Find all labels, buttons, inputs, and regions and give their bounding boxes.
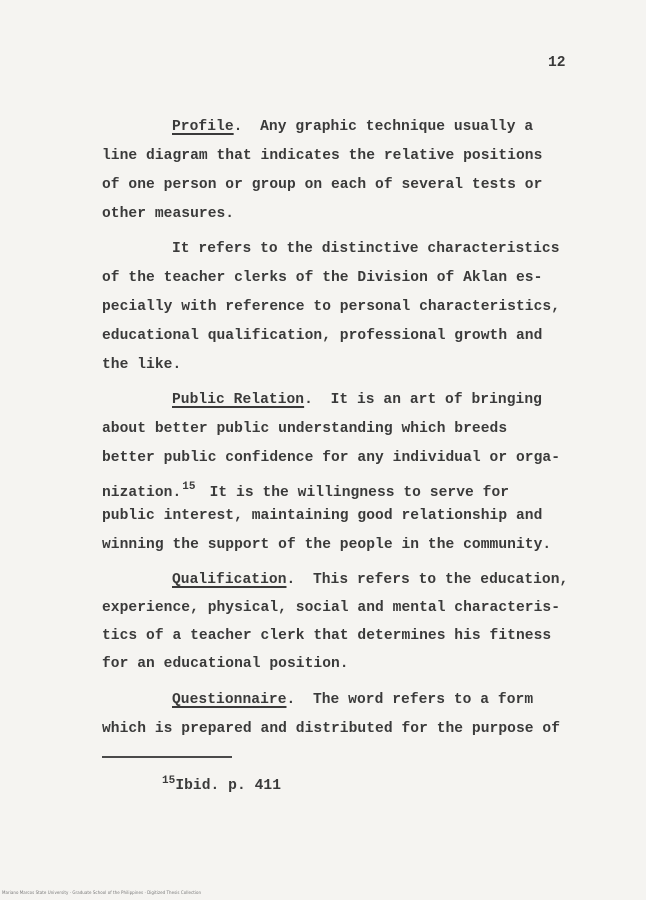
term-questionnaire: Questionnaire (172, 692, 287, 708)
term-period: . (286, 692, 313, 708)
paragraph-refers-line-1: It refers to the distinctive characteristics (172, 241, 560, 257)
paragraph-public-relation-line-3: better public confidence for any individual or orga- (102, 450, 560, 466)
paragraph-profile-line-4: other measures. (102, 206, 235, 222)
paragraph-profile-line-2: line diagram that indicates the relative positions (102, 148, 543, 164)
paragraph-public-relation-line-1 (172, 391, 542, 409)
footnote-text: Ibid. p. 411 (175, 778, 282, 794)
term-period: . (286, 572, 313, 588)
paragraph-refers-line-4: educational qualification, professional growth and (102, 328, 543, 344)
paragraph-questionnaire-line-2: which is prepared and distributed for the purpose of (102, 721, 560, 737)
term-profile: Profile (172, 119, 234, 135)
paragraph-refers-line-5: the like. (102, 357, 182, 373)
paragraph-public-relation-line-6: winning the support of the people in the community. (102, 537, 552, 553)
footnote-reference: 15 (182, 481, 196, 493)
paragraph-qualification-line-3: tics of a teacher clerk that determines his fitness (102, 628, 552, 644)
paragraph-refers-line-3: pecially with reference to personal characteristics, (102, 299, 560, 315)
paragraph-profile-line-3: of one person or group on each of several tests or (102, 177, 543, 193)
questionnaire-definition-start: The word refers to a form (312, 692, 534, 708)
paragraph-qualification-line-2: experience, physical, social and mental characteris- (102, 600, 560, 616)
term-qualification: Qualification (172, 572, 287, 588)
term-public-relation: Public Relation (172, 392, 305, 408)
profile-definition-start: Any graphic technique usually a (260, 119, 534, 135)
paragraph-refers-line-2: of the teacher clerks of the Division of Aklan es- (102, 270, 543, 286)
nization-text: nization. (102, 485, 182, 501)
paragraph-questionnaire-line-1 (172, 691, 533, 709)
term-period: . (233, 119, 261, 135)
paragraph-public-relation-line-5: public interest, maintaining good relationship and (102, 508, 543, 524)
archive-footer: Mariano Marcos State University · Graduate School of the Philippines · Digitized Thesis Collection (2, 890, 202, 895)
term-period: . (304, 392, 331, 408)
willingness-text: It is the willingness to serve for (209, 485, 510, 501)
footnote-mark: 15 (162, 775, 176, 787)
paragraph-profile-line-1 (172, 118, 533, 136)
paragraph-qualification-line-4: for an educational position. (102, 656, 349, 672)
paragraph-public-relation-line-4 (102, 478, 509, 502)
paragraph-public-relation-line-2: about better public understanding which breeds (102, 421, 508, 437)
page-number: 12 (548, 55, 566, 71)
footnote (162, 772, 281, 795)
paragraph-qualification-line-1 (172, 571, 568, 589)
qualification-definition-start: This refers to the education, (312, 572, 569, 588)
footnote-separator (102, 756, 232, 758)
public-relation-definition-start: It is an art of bringing (330, 392, 542, 408)
